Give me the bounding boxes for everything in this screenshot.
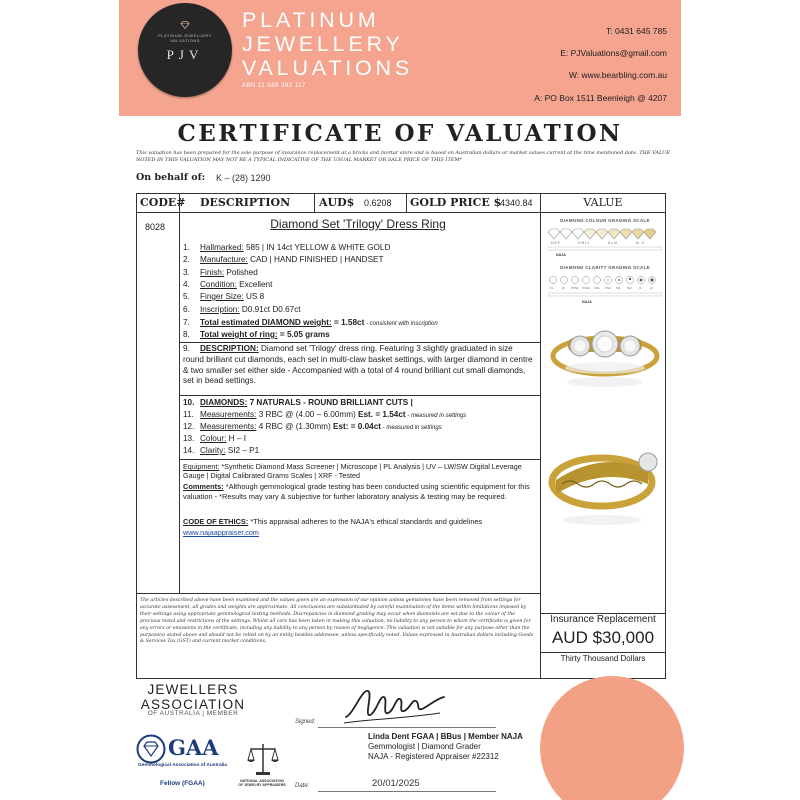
detail-line: 4. Condition: Excellent <box>183 280 273 289</box>
section-divider <box>180 459 540 460</box>
svg-text:I1: I1 <box>639 286 642 290</box>
contact-website: W: www.bearbling.com.au <box>568 70 667 80</box>
gaa-logo-text: GAA <box>168 735 219 760</box>
signer-title: Gemmologist | Diamond Grader <box>368 742 481 751</box>
svg-text:VVS2: VVS2 <box>582 286 590 290</box>
gaa-fellow: Fellow (FGAA) <box>160 780 205 787</box>
on-behalf-value: K – (28) 1290 <box>216 173 271 183</box>
item-code: 8028 <box>145 222 166 232</box>
on-behalf-label: On behalf of: <box>136 172 206 183</box>
description-header: DESCRIPTION <box>200 196 291 209</box>
detail-line: 6. Inscription: D0.91ct D0.67ct <box>183 305 301 314</box>
insurance-words: Thirty Thousand Dollars <box>560 654 646 663</box>
ring-front-photo <box>548 316 662 392</box>
svg-text:VVS1: VVS1 <box>571 286 579 290</box>
brand-line: PLATINUM <box>242 8 380 32</box>
ethics-paragraph: CODE OF ETHICS: *This appraisal adheres to the NAJA's ethical standards and guidelines <box>183 517 483 526</box>
signer-name: Linda Dent FGAA | BBus | Member NAJA <box>368 732 523 741</box>
signature-line <box>318 727 496 728</box>
contact-phone: T: 0431 645 785 <box>606 26 667 36</box>
table-header-divider <box>136 212 666 213</box>
diamonds-line: 10. DIAMONDS: 7 NATURALS - ROUND BRILLIANT CUTS | <box>183 398 413 407</box>
svg-text:IF: IF <box>562 286 565 290</box>
svg-text:I2: I2 <box>650 286 653 290</box>
header-divider <box>314 193 315 212</box>
detail-line: 5. Finger Size: US 8 <box>183 292 265 301</box>
date-value: 20/01/2025 <box>372 778 420 789</box>
brand-line: VALUATIONS <box>242 56 414 80</box>
company-seal <box>540 676 684 800</box>
insurance-label: Insurance Replacement <box>550 614 656 625</box>
code-header: CODE# <box>140 196 186 209</box>
equipment-paragraph: Equipment: *Synthetic Diamond Mass Screener | Microscope | PL Analysis | UV – LW/SW Digital Leverage Gauge | Digital Calibrated Grams Scales | XRF - Tested <box>183 462 522 481</box>
date-line <box>318 791 496 792</box>
naja-link[interactable]: www.najaappraiser.com <box>183 528 259 537</box>
fine-print-divider <box>136 593 540 594</box>
date-label: Date: <box>295 783 310 789</box>
abn-number: ABN 11 588 392 117 <box>242 83 306 89</box>
jaa-line: ASSOCIATION <box>140 697 246 712</box>
gaa-subtitle: Gemmological Association of Australia <box>138 763 227 768</box>
contact-address: A: PO Box 1511 Beenleigh @ 4207 <box>534 93 667 103</box>
colour-line: 13. Colour: H – I <box>183 434 246 443</box>
gold-price-value: 4340.84 <box>500 198 533 208</box>
svg-text:NAJA: NAJA <box>582 300 592 304</box>
svg-text:NAJA: NAJA <box>556 253 566 257</box>
company-logo <box>138 3 232 97</box>
certificate-title: CERTIFICATE OF VALUATION <box>177 120 623 147</box>
clarity-line: 14. Clarity: SI2 – P1 <box>183 446 260 455</box>
section-divider <box>180 342 540 343</box>
jaa-member: OF AUSTRALIA | MEMBER <box>147 710 239 717</box>
measurement-line: 12. Measurements: 4 RBC @ (1.30mm) Est: = 0.04ct - measured in settings <box>183 422 442 431</box>
detail-line: 3. Finish: Polished <box>183 268 258 277</box>
aud-value: 0.6208 <box>364 198 392 208</box>
logo-arc-text: PLATINUM JEWELLERY VALUATIONS <box>158 33 212 43</box>
svg-text:VS2: VS2 <box>605 286 611 290</box>
naja-caption: NATIONAL ASSOCIATION OF JEWELRY APPRAISERS <box>238 779 286 788</box>
jaa-line: JEWELLERS <box>147 682 239 697</box>
brand-line: JEWELLERY <box>242 32 404 56</box>
svg-text:SI1: SI1 <box>616 286 621 290</box>
diamond-icon <box>180 21 190 29</box>
code-column-divider <box>179 193 180 593</box>
gaa-diamond-icon <box>136 734 166 764</box>
colour-scale-title: DIAMOND COLOUR GRADING SCALE <box>560 218 650 223</box>
ring-weight-line: 8. Total weight of ring: = 5.05 grams <box>183 330 330 339</box>
aud-label: AUD$ <box>319 196 355 209</box>
ring-side-photo <box>548 440 662 530</box>
svg-text:VS1: VS1 <box>594 286 600 290</box>
detail-line: 1. Hallmarked: 585 | IN 14ct YELLOW & WHITE GOLD <box>183 243 391 252</box>
logo-initials: PJV <box>166 47 204 62</box>
diamond-weight-line: 7. Total estimated DIAMOND weight: = 1.58ct - consistent with inscription <box>183 318 438 327</box>
terms-fine-print: The articles described above have been examined and the values given are an expression of our opinion unless gemstones have been removed from settings for accurate assessment, all grades and weights are approximate. All conclusions are substantiated by careful examination of the items within limitations imposed by their settings using appropriate gemmological testing methods. Discrepancies in diamond grading may occur when diamonds are set due to the colour of the precious metal and restrictions of the settings. Whilst all care has been taken in making this valuation, no liability to any person to whom the certificate is given for any errors or omissions in the certificate, including any liability to any person by reason of negligence. This valuation is not suitable for any purpose other than the purpose(s) stated above and should not be relied on by an entity besides addressee, unless specifically noted. Values expressed in Australian dollars including Goods & Services Tax (GST) and current market conditions. <box>140 598 534 645</box>
insurance-divider <box>540 652 666 653</box>
svg-text:K L M: K L M <box>608 241 618 245</box>
comments-paragraph: Comments: *Although gemmological grade testing has been conducted using scientific equipment for this valuation - *Results may vary & subjective for further laboratory analysis & testing may be required. <box>183 482 530 501</box>
signer-registration: NAJA - Registered Appraiser #22312 <box>368 752 499 761</box>
insurance-value: AUD $30,000 <box>551 628 655 647</box>
valuation-disclaimer: This valuation has been prepared for the sole purpose of insurance replacement at a bricks and mortar store and is based on Australian dollars or market values current at the time mentioned date. THE VALUE NOTED IN THIS VALUATION MAY NOT BE A TYPICAL INDICATIVE OF THE USUAL MARKET OR SALE PRICE OF THIS ITEM* <box>136 150 670 163</box>
value-column-divider <box>540 193 541 679</box>
scales-icon <box>246 740 280 778</box>
signed-label: Signed: <box>295 719 316 725</box>
gold-price-label: GOLD PRICE $ <box>410 196 502 209</box>
svg-text:SI2: SI2 <box>627 286 632 290</box>
colour-scale-chart <box>548 225 662 259</box>
brand-name <box>242 8 413 80</box>
contact-email: E: PJValuations@gmail.com <box>560 48 667 58</box>
signature <box>340 683 450 727</box>
svg-text:D E F: D E F <box>551 241 560 245</box>
svg-text:G H I J: G H I J <box>578 241 589 245</box>
header-divider <box>406 193 407 212</box>
signer-details <box>368 732 523 762</box>
jaa-logo <box>138 682 248 712</box>
value-header: VALUE <box>583 196 623 209</box>
section-divider <box>180 395 540 396</box>
clarity-scale-chart <box>548 272 662 306</box>
svg-text:FL: FL <box>550 286 554 290</box>
item-title: Diamond Set 'Trilogy' Dress Ring <box>270 217 446 231</box>
detail-line: 2. Manufacture: CAD | HAND FINISHED | HANDSET <box>183 255 384 264</box>
measurement-line: 11. Measurements: 3 RBC @ (4.00 – 6.00mm) Est. = 1.54ct - measured in settings <box>183 410 467 419</box>
clarity-scale-title: DIAMOND CLARITY GRADING SCALE <box>560 265 650 270</box>
description-paragraph: 9. DESCRIPTION: Diamond set 'Trilogy' dress ring. Featuring 3 slightly graduated in size round brilliant cut diamonds, each set in multi-claw basket settings, with larger diamond in centre & two smaller set either side - Accompanied with a total of 4 round brilliant cut small diamonds, set in bead settings. <box>183 344 533 386</box>
svg-text:N - Z: N - Z <box>636 241 644 245</box>
